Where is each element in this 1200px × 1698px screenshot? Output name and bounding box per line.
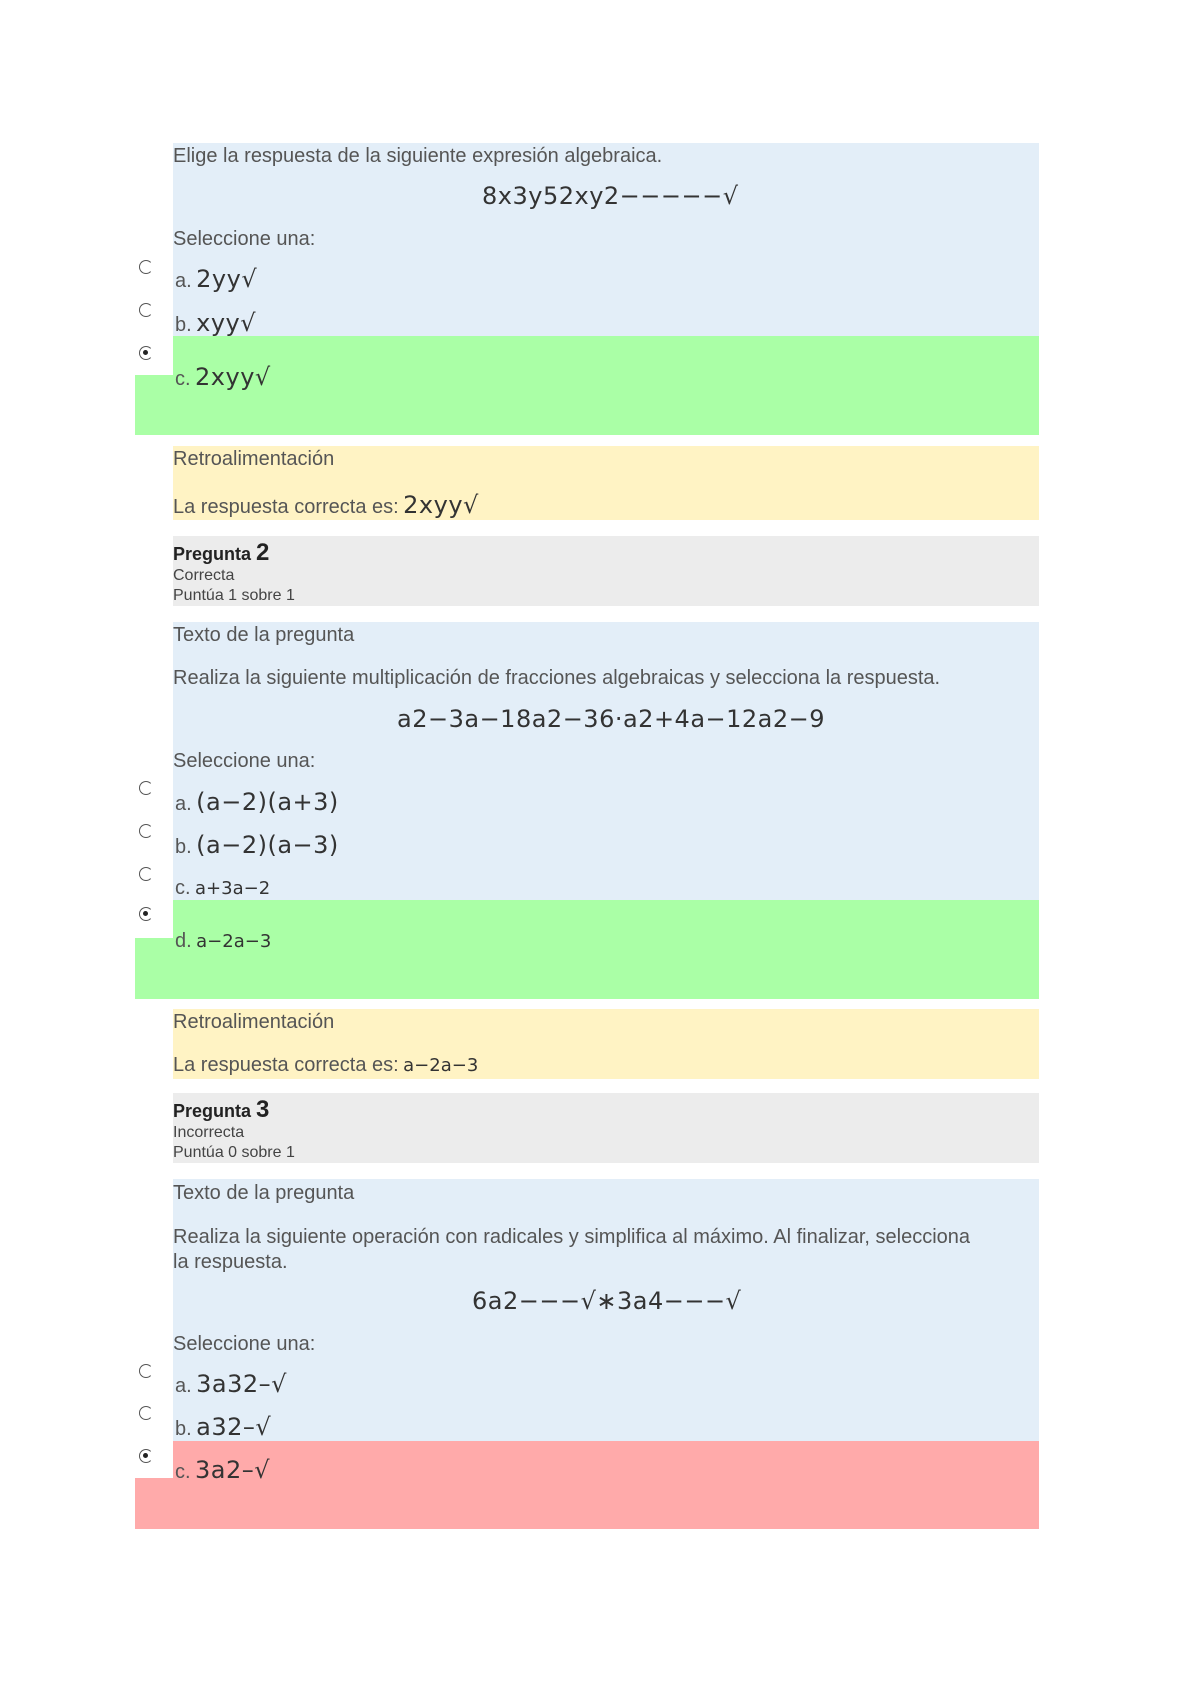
q2-status: Correcta <box>173 567 235 584</box>
q2-select-label: Seleccione una: <box>173 750 316 772</box>
q2-option-b[interactable] <box>175 831 339 859</box>
option-letter: d. <box>175 930 192 952</box>
q1-prompt: Elige la respuesta de la siguiente expresión algebraica. <box>173 145 663 167</box>
question-label: Pregunta <box>173 1101 252 1121</box>
q2-option-a[interactable] <box>175 788 339 816</box>
feedback-label: La respuesta correcta es: <box>173 1054 399 1076</box>
option-letter: b. <box>175 836 192 858</box>
option-text: a32–√ <box>196 1413 272 1441</box>
q3-info-box <box>173 1093 1039 1163</box>
q2-option-b-radio[interactable] <box>139 824 153 838</box>
q1-option-b[interactable] <box>175 309 256 337</box>
q3-selected-answer-highlight <box>135 1441 1039 1529</box>
feedback-label: La respuesta correcta es: <box>173 496 399 518</box>
option-letter: c. <box>175 368 191 390</box>
q2-option-a-radio[interactable] <box>139 781 153 795</box>
q1-option-c-radio[interactable] <box>139 346 153 360</box>
q2-option-d-radio[interactable] <box>139 907 153 921</box>
q3-option-c-radio[interactable] <box>139 1449 153 1463</box>
q3-option-a[interactable] <box>175 1370 287 1398</box>
feedback-answer: a−2a−3 <box>403 1055 479 1076</box>
q1-feedback-answer-line <box>173 491 479 519</box>
q3-prompt-line-2: la respuesta. <box>173 1251 288 1273</box>
q1-option-a-radio[interactable] <box>139 260 153 274</box>
q2-option-c[interactable] <box>175 877 270 900</box>
q1-option-a[interactable] <box>175 265 257 293</box>
option-text: (a−2)(a−3) <box>196 831 339 859</box>
q2-feedback-answer-line <box>173 1054 478 1077</box>
q3-section-label: Texto de la pregunta <box>173 1182 355 1204</box>
option-letter: c. <box>175 877 191 899</box>
q3-status: Incorrecta <box>173 1124 245 1141</box>
option-letter: a. <box>175 793 192 815</box>
question-number: 2 <box>256 539 270 566</box>
option-text: a+3a−2 <box>195 878 271 899</box>
q2-info-box <box>173 536 1039 606</box>
q2-prompt: Realiza la siguiente multiplicación de fracciones algebraicas y selecciona la respuesta. <box>173 667 941 689</box>
q3-option-a-radio[interactable] <box>139 1364 153 1378</box>
q2-title <box>173 539 269 567</box>
question-number: 3 <box>256 1096 270 1123</box>
q3-prompt-line-1: Realiza la siguiente operación con radicales y simplifica al máximo. Al finalizar, selecciona <box>173 1226 971 1248</box>
option-letter: b. <box>175 1418 192 1440</box>
option-text: (a−2)(a+3) <box>196 788 339 816</box>
option-text: 3a32–√ <box>196 1370 287 1398</box>
q1-expression: 8x3y52xy2−−−−−√ <box>482 182 739 210</box>
q2-score: Puntúa 1 sobre 1 <box>173 587 295 604</box>
q1-feedback-title: Retroalimentación <box>173 448 335 470</box>
q3-option-b-radio[interactable] <box>139 1406 153 1420</box>
q1-select-label: Seleccione una: <box>173 228 316 250</box>
q1-option-c[interactable] <box>175 363 271 391</box>
q3-expression: 6a2−−−√∗3a4−−−√ <box>472 1287 742 1315</box>
option-letter: a. <box>175 1375 192 1397</box>
q3-title <box>173 1096 269 1124</box>
option-letter: a. <box>175 270 192 292</box>
q3-option-c[interactable] <box>175 1456 270 1484</box>
question-label: Pregunta <box>173 544 252 564</box>
option-text: a−2a−3 <box>196 931 272 952</box>
q3-select-label: Seleccione una: <box>173 1333 316 1355</box>
q3-option-b[interactable] <box>175 1413 271 1441</box>
q1-option-b-radio[interactable] <box>139 303 153 317</box>
q2-option-c-radio[interactable] <box>139 867 153 881</box>
option-text: 3a2–√ <box>195 1456 271 1484</box>
option-text: xyy√ <box>196 309 257 337</box>
option-letter: c. <box>175 1461 191 1483</box>
q3-score: Puntúa 0 sobre 1 <box>173 1144 295 1161</box>
option-text: 2xyy√ <box>195 363 271 391</box>
q2-feedback-title: Retroalimentación <box>173 1011 335 1033</box>
feedback-answer: 2xyy√ <box>403 491 479 519</box>
q2-option-d[interactable] <box>175 930 271 953</box>
option-letter: b. <box>175 314 192 336</box>
q2-expression: a2−3a−18a2−36·a2+4a−12a2−9 <box>397 705 826 733</box>
option-text: 2yy√ <box>196 265 258 293</box>
q2-section-label: Texto de la pregunta <box>173 624 355 646</box>
